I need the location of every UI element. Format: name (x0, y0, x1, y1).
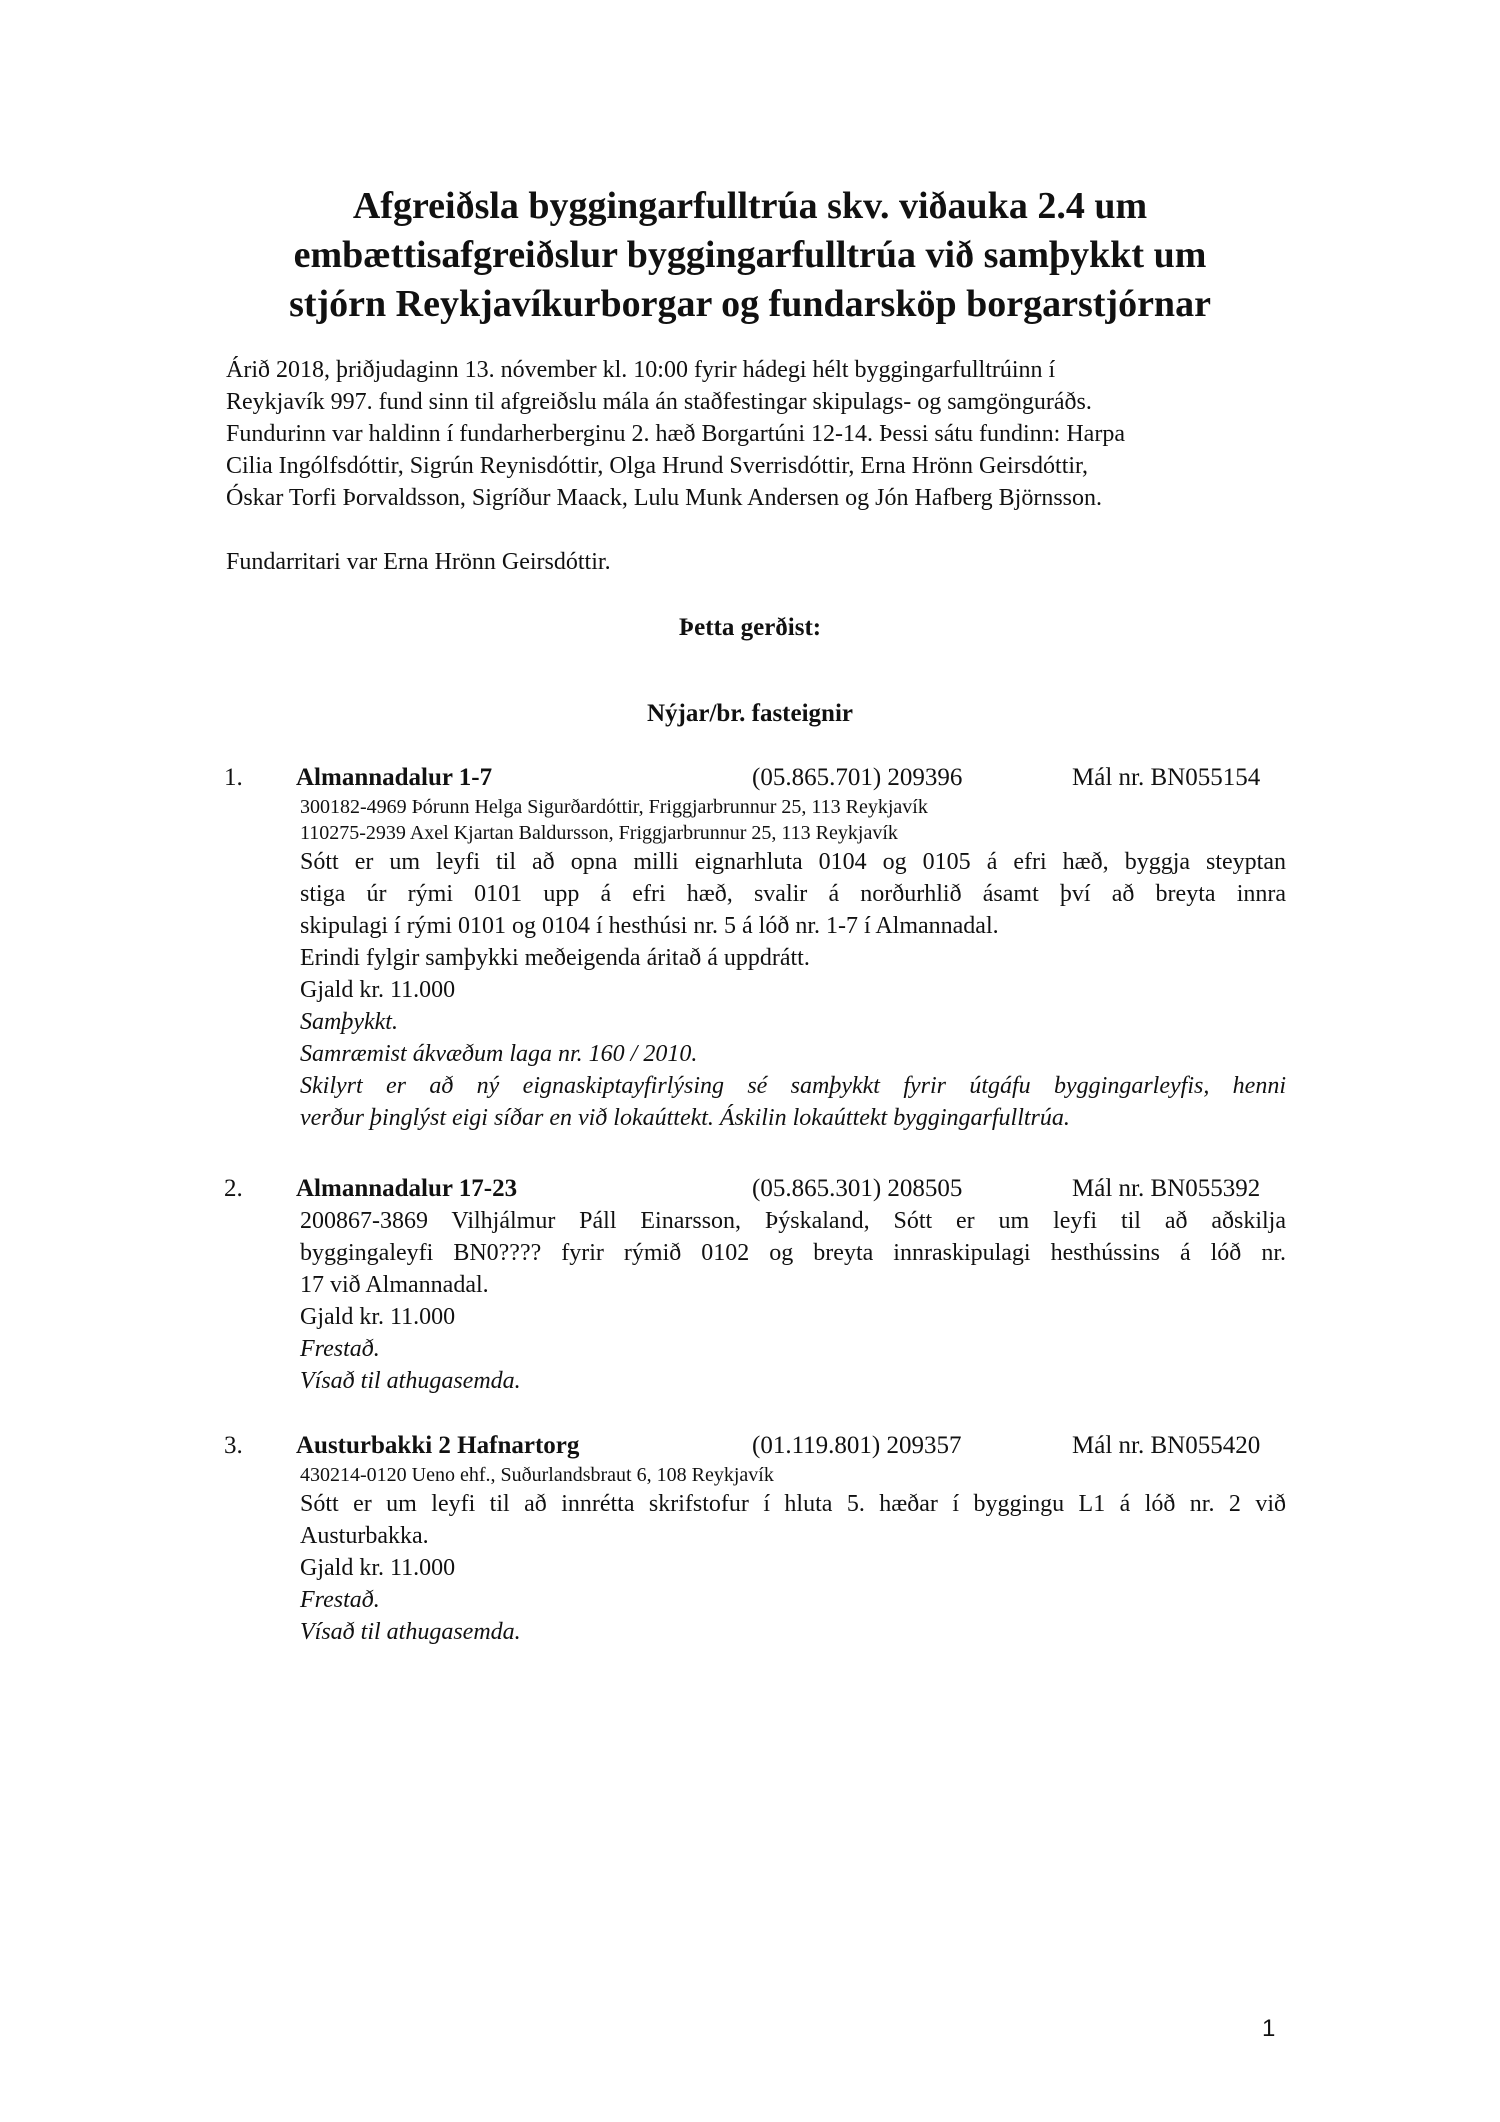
case-fee: Gjald kr. 11.000 (300, 977, 456, 1003)
case-description-line: Sótt er um leyfi til að opna milli eignarhluta 0104 og 0105 á efri hæð, byggja steyptan (300, 849, 1286, 875)
meeting-secretary: Fundarritari var Erna Hrönn Geirsdóttir. (226, 549, 611, 575)
case-number: 2. (224, 1175, 243, 1202)
intro-line: Óskar Torfi Þorvaldsson, Sigríður Maack, Lulu Munk Andersen og Jón Hafberg Björnsson. (226, 485, 1103, 511)
document-title (200, 182, 1300, 329)
case-body (300, 794, 1286, 1134)
case-description-line: skipulagi í rými 0101 og 0104 í hesthúsi nr. 5 á lóð nr. 1-7 í Almannadal. (300, 913, 999, 939)
case-description-line (300, 1205, 1286, 1237)
case-decision: Samræmist ákvæðum laga nr. 160 / 2010. (300, 1041, 698, 1067)
title-line: embættisafgreiðslur byggingarfulltrúa við samþykkt um (293, 234, 1207, 276)
case-description-start: Sótt er um leyfi til að aðskilja (893, 1208, 1286, 1234)
case-note: Erindi fylgir samþykki meðeigenda áritað á uppdrátt. (300, 945, 810, 971)
case-owner: 430214-0120 Ueno ehf., Suðurlandsbraut 6, 108 Reykjavík (300, 1464, 774, 1486)
case-condition-line: verður þinglýst eigi síðar en við lokaúttekt. Áskilin lokaúttekt byggingarfulltrúa. (300, 1105, 1070, 1131)
intro-line: Fundurinn var haldinn í fundarherberginu 2. hæð Borgartúni 12-14. Þessi sátu fundinn: Harpa (226, 421, 1125, 447)
case-fee: Gjald kr. 11.000 (300, 1304, 456, 1330)
page-number: 1 (1262, 2015, 1276, 2042)
case-decision: Vísað til athugasemda. (300, 1368, 521, 1394)
case-owner: 200867-3869 Vilhjálmur Páll Einarsson, Þýskaland, (300, 1208, 870, 1234)
case-header (0, 1430, 1500, 1462)
case-description-line: Sótt er um leyfi til að innrétta skrifstofur í hluta 5. hæðar í byggingu L1 á lóð nr. 2 við (300, 1491, 1286, 1517)
case-body (300, 1205, 1286, 1397)
intro-line: Reykjavík 997. fund sinn til afgreiðslu mála án staðfestingar skipulags- og samgönguráðs. (226, 389, 1092, 415)
case-decision: Frestað. (300, 1336, 380, 1362)
title-line: stjórn Reykjavíkurborgar og fundarsköp borgarstjórnar (289, 283, 1211, 325)
case-land-id: (05.865.701) 209396 (752, 764, 963, 791)
case-condition-line: Skilyrt er að ný eignaskiptayfirlýsing sé samþykkt fyrir útgáfu byggingarleyfis, henni (300, 1073, 1286, 1099)
case-description-line: 17 við Almannadal. (300, 1272, 489, 1298)
case-description-line: byggingaleyfi BN0???? fyrir rýmið 0102 og breyta innraskipulagi hesthússins á lóð nr. (300, 1240, 1286, 1266)
case-reference: Mál nr. BN055154 (1072, 764, 1261, 791)
section-heading: Nýjar/br. fasteignir (647, 700, 853, 727)
case-decision: Frestað. (300, 1587, 380, 1613)
case-item (0, 1173, 1500, 1397)
case-body (300, 1462, 1286, 1648)
case-number: 3. (224, 1432, 243, 1459)
case-number: 1. (224, 764, 243, 791)
events-heading: Þetta gerðist: (678, 614, 822, 641)
case-address: Almannadalur 17-23 (296, 1175, 518, 1202)
case-land-id: (05.865.301) 208505 (752, 1175, 963, 1202)
case-decision: Samþykkt. (300, 1009, 398, 1035)
intro-line: Cilia Ingólfsdóttir, Sigrún Reynisdóttir, Olga Hrund Sverrisdóttir, Erna Hrönn Geirsdóttir, (226, 453, 1089, 479)
case-reference: Mál nr. BN055420 (1072, 1432, 1261, 1459)
meeting-intro (226, 354, 1290, 514)
case-description-line: stiga úr rými 0101 upp á efri hæð, svalir á norðurhlið ásamt því að breyta innra (300, 881, 1286, 907)
intro-line: Árið 2018, þriðjudaginn 13. nóvember kl. 10:00 fyrir hádegi hélt byggingarfulltrúinn í (226, 357, 1056, 383)
case-decision: Vísað til athugasemda. (300, 1619, 521, 1645)
case-reference: Mál nr. BN055392 (1072, 1175, 1261, 1202)
case-item (0, 762, 1500, 1134)
case-item (0, 1430, 1500, 1648)
case-description-line: Austurbakka. (300, 1523, 429, 1549)
title-line: Afgreiðsla byggingarfulltrúa skv. viðauka 2.4 um (352, 185, 1148, 227)
case-owner: 110275-2939 Axel Kjartan Baldursson, Friggjarbrunnur 25, 113 Reykjavík (300, 822, 898, 844)
case-address: Austurbakki 2 Hafnartorg (296, 1432, 580, 1459)
case-address: Almannadalur 1-7 (296, 764, 493, 791)
case-header (0, 1173, 1500, 1205)
case-land-id: (01.119.801) 209357 (752, 1432, 962, 1459)
case-owner: 300182-4969 Þórunn Helga Sigurðardóttir, Friggjarbrunnur 25, 113 Reykjavík (300, 796, 928, 818)
case-fee: Gjald kr. 11.000 (300, 1555, 456, 1581)
case-header (0, 762, 1500, 794)
